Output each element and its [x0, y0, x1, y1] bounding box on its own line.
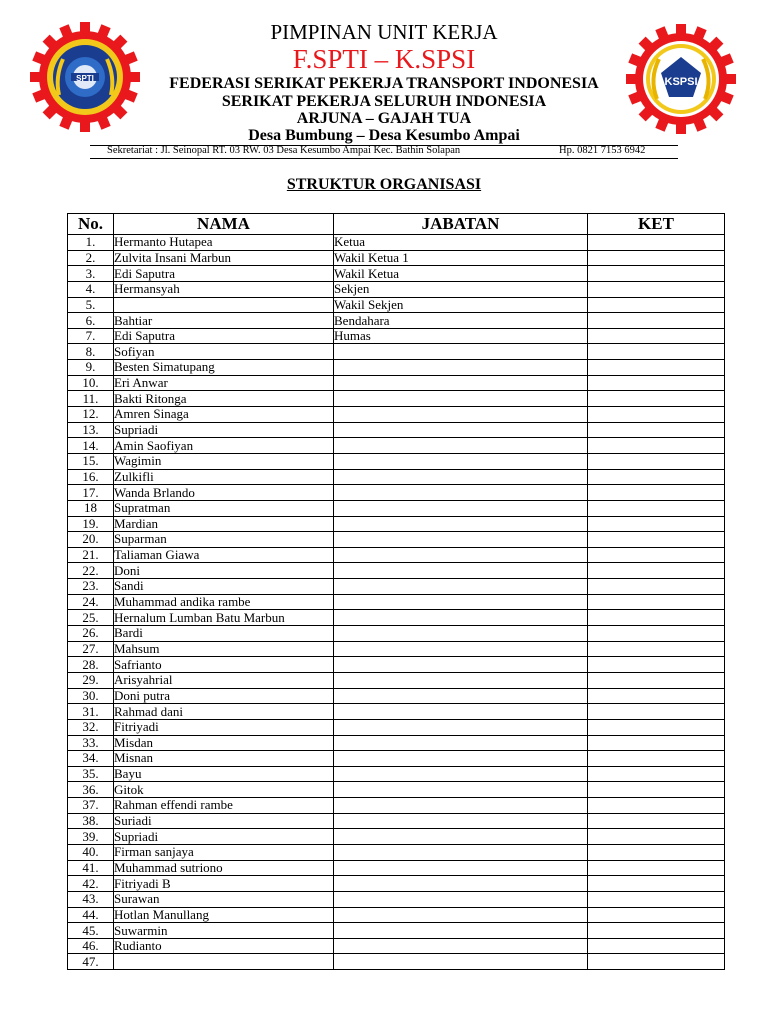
cell-no: 8.	[68, 344, 114, 360]
table-row	[68, 891, 725, 907]
cell-ket	[588, 688, 725, 704]
cell-nama: Sandi	[114, 579, 334, 595]
cell-jabatan: Humas	[334, 328, 588, 344]
cell-nama: Rudianto	[114, 938, 334, 954]
cell-jabatan: Ketua	[334, 235, 588, 251]
cell-ket	[588, 344, 725, 360]
cell-ket	[588, 438, 725, 454]
cell-ket	[588, 626, 725, 642]
table-row	[68, 735, 725, 751]
cell-ket	[588, 328, 725, 344]
cell-ket	[588, 360, 725, 376]
cell-jabatan	[334, 563, 588, 579]
cell-nama: Hernalum Lumban Batu Marbun	[114, 610, 334, 626]
cell-ket	[588, 907, 725, 923]
cell-ket	[588, 876, 725, 892]
cell-no: 13.	[68, 422, 114, 438]
cell-no: 3.	[68, 266, 114, 282]
cell-nama: Firman sanjaya	[114, 844, 334, 860]
table-row	[68, 657, 725, 673]
cell-nama: Supriadi	[114, 422, 334, 438]
table-row	[68, 266, 725, 282]
cell-ket	[588, 453, 725, 469]
cell-no: 31.	[68, 704, 114, 720]
cell-nama: Amin Saofiyan	[114, 438, 334, 454]
cell-nama: Safrianto	[114, 657, 334, 673]
table-row	[68, 829, 725, 845]
table-row	[68, 297, 725, 313]
table-row	[68, 594, 725, 610]
cell-nama: Hermanto Hutapea	[114, 235, 334, 251]
table-row	[68, 672, 725, 688]
cell-jabatan	[334, 923, 588, 939]
column-header-no: No.	[68, 214, 114, 235]
cell-no: 26.	[68, 626, 114, 642]
cell-jabatan	[334, 657, 588, 673]
cell-ket	[588, 422, 725, 438]
cell-ket	[588, 719, 725, 735]
cell-nama: Misdan	[114, 735, 334, 751]
cell-jabatan	[334, 766, 588, 782]
table-row	[68, 844, 725, 860]
cell-no: 44.	[68, 907, 114, 923]
table-row	[68, 485, 725, 501]
cell-nama: Amren Sinaga	[114, 407, 334, 423]
cell-no: 47.	[68, 954, 114, 970]
cell-jabatan	[334, 579, 588, 595]
table-row	[68, 923, 725, 939]
cell-jabatan	[334, 641, 588, 657]
cell-nama: Supriadi	[114, 829, 334, 845]
cell-ket	[588, 594, 725, 610]
cell-nama: Wagimin	[114, 453, 334, 469]
cell-nama: Fitriyadi B	[114, 876, 334, 892]
cell-nama: Eri Anwar	[114, 375, 334, 391]
cell-jabatan	[334, 907, 588, 923]
cell-jabatan	[334, 844, 588, 860]
cell-ket	[588, 704, 725, 720]
cell-jabatan	[334, 594, 588, 610]
phone-number: Hp. 0821 7153 6942	[559, 145, 646, 156]
table-row	[68, 563, 725, 579]
cell-jabatan	[334, 813, 588, 829]
cell-ket	[588, 610, 725, 626]
cell-nama: Supratman	[114, 500, 334, 516]
table-row	[68, 751, 725, 767]
cell-jabatan	[334, 500, 588, 516]
secretariat-address: Sekretariat : Jl. Seinopal RT. 03 RW. 03 Desa Kesumbo Ampai Kec. Bathin Solapan	[107, 145, 461, 156]
header-line-organization: F.SPTI – K.SPSI	[292, 44, 476, 74]
cell-no: 1.	[68, 235, 114, 251]
cell-jabatan	[334, 782, 588, 798]
table-row	[68, 766, 725, 782]
cell-ket	[588, 798, 725, 814]
cell-no: 17.	[68, 485, 114, 501]
table-row	[68, 907, 725, 923]
table-row	[68, 375, 725, 391]
cell-nama: Besten Simatupang	[114, 360, 334, 376]
cell-no: 11.	[68, 391, 114, 407]
cell-nama: Surawan	[114, 891, 334, 907]
cell-nama: Mahsum	[114, 641, 334, 657]
cell-ket	[588, 641, 725, 657]
cell-nama: Bayu	[114, 766, 334, 782]
column-header-jabatan: JABATAN	[334, 214, 588, 235]
cell-no: 38.	[68, 813, 114, 829]
cell-no: 2.	[68, 250, 114, 266]
cell-no: 43.	[68, 891, 114, 907]
cell-no: 45.	[68, 923, 114, 939]
cell-jabatan	[334, 751, 588, 767]
cell-jabatan	[334, 469, 588, 485]
cell-no: 30.	[68, 688, 114, 704]
cell-nama: Rahmad dani	[114, 704, 334, 720]
table-row	[68, 954, 725, 970]
cell-no: 4.	[68, 281, 114, 297]
cell-ket	[588, 954, 725, 970]
table-row	[68, 876, 725, 892]
cell-jabatan	[334, 375, 588, 391]
cell-jabatan	[334, 485, 588, 501]
cell-jabatan: Wakil Ketua	[334, 266, 588, 282]
cell-jabatan	[334, 954, 588, 970]
cell-ket	[588, 547, 725, 563]
cell-ket	[588, 563, 725, 579]
cell-nama: Muhammad sutriono	[114, 860, 334, 876]
cell-jabatan	[334, 344, 588, 360]
header-line-unit-name: ARJUNA – GAJAH TUA	[296, 110, 472, 127]
cell-jabatan	[334, 407, 588, 423]
cell-jabatan	[334, 735, 588, 751]
cell-nama: Sofiyan	[114, 344, 334, 360]
cell-nama: Hotlan Manullang	[114, 907, 334, 923]
cell-ket	[588, 235, 725, 251]
table-row	[68, 532, 725, 548]
table-row	[68, 281, 725, 297]
cell-ket	[588, 313, 725, 329]
cell-nama: Suwarmin	[114, 923, 334, 939]
cell-nama: Doni putra	[114, 688, 334, 704]
cell-ket	[588, 938, 725, 954]
cell-nama: Bakti Ritonga	[114, 391, 334, 407]
cell-no: 37.	[68, 798, 114, 814]
cell-ket	[588, 266, 725, 282]
cell-jabatan: Wakil Sekjen	[334, 297, 588, 313]
cell-no: 15.	[68, 453, 114, 469]
left-logo-text: SPTI	[76, 74, 94, 83]
table-row	[68, 500, 725, 516]
cell-jabatan	[334, 719, 588, 735]
cell-ket	[588, 500, 725, 516]
cell-jabatan	[334, 516, 588, 532]
cell-ket	[588, 923, 725, 939]
cell-jabatan	[334, 672, 588, 688]
document-title: STRUKTUR ORGANISASI	[286, 176, 482, 193]
cell-no: 46.	[68, 938, 114, 954]
cell-ket	[588, 297, 725, 313]
cell-nama: Zulvita Insani Marbun	[114, 250, 334, 266]
table-row	[68, 469, 725, 485]
cell-jabatan	[334, 938, 588, 954]
cell-no: 28.	[68, 657, 114, 673]
cell-no: 23.	[68, 579, 114, 595]
cell-no: 22.	[68, 563, 114, 579]
cell-ket	[588, 375, 725, 391]
cell-no: 32.	[68, 719, 114, 735]
cell-nama: Bahtiar	[114, 313, 334, 329]
table-row	[68, 798, 725, 814]
cell-no: 14.	[68, 438, 114, 454]
cell-no: 34.	[68, 751, 114, 767]
cell-nama: Zulkifli	[114, 469, 334, 485]
cell-jabatan: Sekjen	[334, 281, 588, 297]
cell-jabatan	[334, 626, 588, 642]
cell-no: 21.	[68, 547, 114, 563]
cell-jabatan: Bendahara	[334, 313, 588, 329]
cell-jabatan	[334, 704, 588, 720]
cell-ket	[588, 813, 725, 829]
cell-ket	[588, 469, 725, 485]
cell-nama: Bardi	[114, 626, 334, 642]
cell-no: 27.	[68, 641, 114, 657]
column-header-ket: KET	[588, 214, 725, 235]
cell-ket	[588, 407, 725, 423]
table-row	[68, 313, 725, 329]
cell-nama	[114, 954, 334, 970]
table-row	[68, 813, 725, 829]
table-row	[68, 407, 725, 423]
cell-nama: Fitriyadi	[114, 719, 334, 735]
cell-ket	[588, 829, 725, 845]
cell-jabatan	[334, 422, 588, 438]
header-line-unit: PIMPINAN UNIT KERJA	[270, 20, 498, 44]
cell-nama: Arisyahrial	[114, 672, 334, 688]
cell-jabatan	[334, 547, 588, 563]
header-divider-bottom	[90, 158, 678, 159]
cell-nama: Wanda Brlando	[114, 485, 334, 501]
cell-no: 33.	[68, 735, 114, 751]
table-row	[68, 235, 725, 251]
table-row	[68, 438, 725, 454]
cell-jabatan	[334, 391, 588, 407]
cell-ket	[588, 250, 725, 266]
table-row	[68, 688, 725, 704]
cell-nama: Taliaman Giawa	[114, 547, 334, 563]
cell-nama: Muhammad andika rambe	[114, 594, 334, 610]
cell-ket	[588, 891, 725, 907]
cell-ket	[588, 579, 725, 595]
table-row	[68, 719, 725, 735]
cell-jabatan	[334, 532, 588, 548]
cell-no: 36.	[68, 782, 114, 798]
cell-ket	[588, 281, 725, 297]
organization-structure-table	[67, 213, 725, 970]
cell-no: 40.	[68, 844, 114, 860]
cell-no: 5.	[68, 297, 114, 313]
cell-jabatan: Wakil Ketua 1	[334, 250, 588, 266]
cell-no: 12.	[68, 407, 114, 423]
table-row	[68, 516, 725, 532]
cell-ket	[588, 485, 725, 501]
cell-nama: Edi Saputra	[114, 328, 334, 344]
cell-ket	[588, 672, 725, 688]
cell-jabatan	[334, 829, 588, 845]
table-row	[68, 610, 725, 626]
cell-jabatan	[334, 860, 588, 876]
column-header-nama: NAMA	[114, 214, 334, 235]
cell-jabatan	[334, 798, 588, 814]
table-row	[68, 641, 725, 657]
table-row	[68, 860, 725, 876]
cell-jabatan	[334, 453, 588, 469]
cell-no: 35.	[68, 766, 114, 782]
cell-ket	[588, 782, 725, 798]
cell-nama: Misnan	[114, 751, 334, 767]
header-line-federation: FEDERASI SERIKAT PEKERJA TRANSPORT INDONESIA	[169, 75, 599, 92]
cell-no: 39.	[68, 829, 114, 845]
cell-jabatan	[334, 876, 588, 892]
cell-ket	[588, 751, 725, 767]
cell-jabatan	[334, 438, 588, 454]
cell-jabatan	[334, 610, 588, 626]
cell-ket	[588, 844, 725, 860]
cell-no: 10.	[68, 375, 114, 391]
right-logo-text: KSPSI	[664, 76, 698, 88]
cell-jabatan	[334, 891, 588, 907]
table-row	[68, 250, 725, 266]
cell-no: 7.	[68, 328, 114, 344]
cell-nama: Suparman	[114, 532, 334, 548]
cell-ket	[588, 516, 725, 532]
table-row	[68, 453, 725, 469]
table-header-row	[68, 214, 725, 235]
cell-ket	[588, 860, 725, 876]
cell-no: 41.	[68, 860, 114, 876]
table-row	[68, 344, 725, 360]
cell-ket	[588, 391, 725, 407]
table-row	[68, 360, 725, 376]
cell-jabatan	[334, 688, 588, 704]
cell-no: 6.	[68, 313, 114, 329]
cell-ket	[588, 657, 725, 673]
cell-no: 20.	[68, 532, 114, 548]
table-row	[68, 782, 725, 798]
cell-no: 42.	[68, 876, 114, 892]
cell-nama: Gitok	[114, 782, 334, 798]
cell-no: 9.	[68, 360, 114, 376]
header-line-location: Desa Bumbung – Desa Kesumbo Ampai	[248, 127, 520, 144]
cell-nama: Doni	[114, 563, 334, 579]
cell-ket	[588, 532, 725, 548]
cell-nama: Edi Saputra	[114, 266, 334, 282]
cell-nama: Rahman effendi rambe	[114, 798, 334, 814]
cell-jabatan	[334, 360, 588, 376]
cell-nama: Hermansyah	[114, 281, 334, 297]
cell-no: 19.	[68, 516, 114, 532]
header-line-union: SERIKAT PEKERJA SELURUH INDONESIA	[221, 93, 547, 110]
cell-no: 25.	[68, 610, 114, 626]
cell-nama: Suriadi	[114, 813, 334, 829]
table-row	[68, 579, 725, 595]
cell-no: 24.	[68, 594, 114, 610]
cell-no: 16.	[68, 469, 114, 485]
cell-no: 18	[68, 500, 114, 516]
table-row	[68, 422, 725, 438]
table-row	[68, 328, 725, 344]
cell-nama: Mardian	[114, 516, 334, 532]
cell-nama	[114, 297, 334, 313]
table-row	[68, 704, 725, 720]
table-row	[68, 391, 725, 407]
cell-no: 29.	[68, 672, 114, 688]
cell-ket	[588, 735, 725, 751]
cell-ket	[588, 766, 725, 782]
table-row	[68, 547, 725, 563]
table-row	[68, 938, 725, 954]
table-row	[68, 626, 725, 642]
